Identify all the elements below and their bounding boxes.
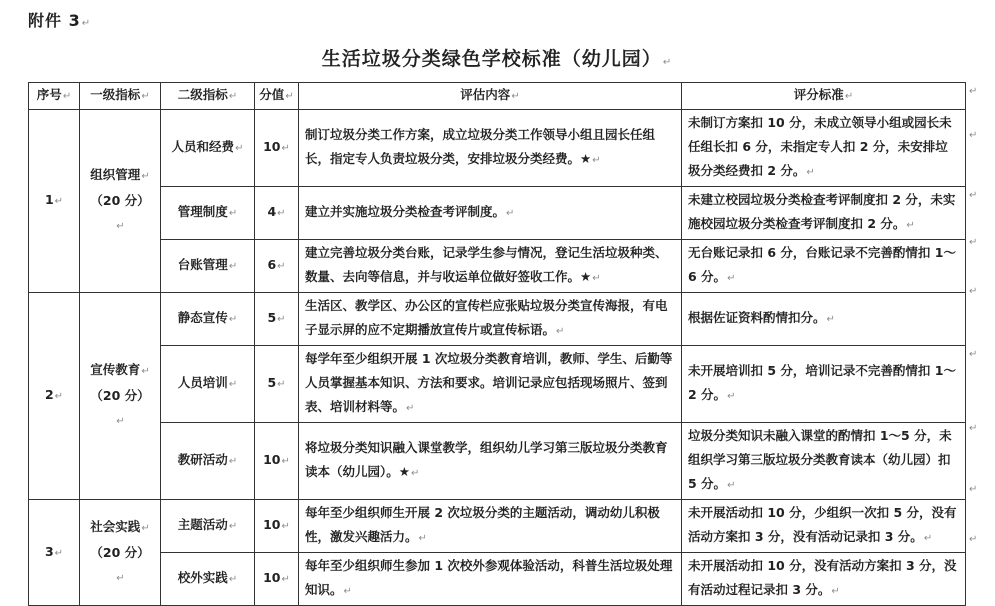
indicator-cell: 主题活动↵ <box>161 500 255 553</box>
indicator-cell: 管理制度↵ <box>161 187 255 240</box>
paragraph-mark: ↵ <box>228 261 238 272</box>
paragraph-mark: ↵ <box>281 521 290 532</box>
paragraph-mark: ↵ <box>62 91 72 102</box>
paragraph-mark: ↵ <box>141 91 150 102</box>
paragraph-mark: ↵ <box>228 208 238 219</box>
indicator-cell: 校外实践↵ <box>161 553 255 606</box>
criteria-cell: 未开展活动扣 10 分，没有活动方案扣 3 分，没有活动过程记录扣 3 分。↵ <box>682 553 966 606</box>
criteria-cell: 无台账记录扣 6 分，台账记录不完善酌情扣 1～6 分。↵ <box>682 240 966 293</box>
paragraph-mark: ↵ <box>826 314 835 325</box>
paragraph-mark: ↵ <box>277 208 286 219</box>
indicator-cell: 静态宣传↵ <box>161 293 255 346</box>
paragraph-mark: ↵ <box>410 468 420 479</box>
header-content: 评估内容↵ <box>299 83 682 110</box>
header-serial: 序号↵ <box>29 83 80 110</box>
content-cell: 生活区、教学区、办公区的宣传栏应张贴垃圾分类宣传海报，有电子显示屏的应不定期播放宣传片或宣传标语。↵ <box>299 293 682 346</box>
paragraph-mark: ↵ <box>592 155 601 166</box>
paragraph-mark: ↵ <box>54 196 64 207</box>
criteria-cell: 未开展培训扣 5 分，培训记录不完善酌情扣 1～2 分。↵ <box>682 346 966 423</box>
header-score: 分值↵ <box>255 83 299 110</box>
standards-table <box>28 82 966 606</box>
category-cell: 宣传教育↵ （20 分）↵ <box>80 293 161 500</box>
row-end-mark: ↵ <box>969 484 978 495</box>
paragraph-mark: ↵ <box>727 273 736 284</box>
paragraph-mark: ↵ <box>228 379 238 390</box>
paragraph-mark: ↵ <box>281 143 290 154</box>
paragraph-mark: ↵ <box>831 586 840 597</box>
score-cell: 10↵ <box>255 110 299 187</box>
paragraph-mark: ↵ <box>141 171 150 182</box>
row-end-mark: ↵ <box>969 130 978 141</box>
paragraph-mark: ↵ <box>81 18 92 29</box>
indicator-cell: 教研活动↵ <box>161 423 255 500</box>
paragraph-mark: ↵ <box>592 273 601 284</box>
row-end-mark: ↵ <box>969 86 978 97</box>
paragraph-mark: ↵ <box>844 91 854 102</box>
table-row <box>29 110 966 187</box>
score-cell: 10↵ <box>255 423 299 500</box>
paragraph-mark: ↵ <box>235 143 244 154</box>
paragraph-mark: ↵ <box>116 221 125 232</box>
score-cell: 6↵ <box>255 240 299 293</box>
criteria-cell: 未开展活动扣 10 分，少组织一次扣 5 分，没有活动方案扣 3 分，没有活动记录扣 3 分。↵ <box>682 500 966 553</box>
paragraph-mark: ↵ <box>406 403 415 414</box>
paragraph-mark: ↵ <box>806 167 815 178</box>
table-row <box>29 240 966 293</box>
page-title-text: 生活垃圾分类绿色学校标准（幼儿园） <box>321 48 662 70</box>
page-title <box>28 44 966 71</box>
criteria-cell: 未制订方案扣 10 分，未成立领导小组或园长未任组长扣 6 分，未指定专人扣 2 分，未安排垃圾分类经费扣 2 分。↵ <box>682 110 966 187</box>
indicator-cell: 人员和经费↵ <box>161 110 255 187</box>
paragraph-mark: ↵ <box>54 391 64 402</box>
content-cell: 每学年至少组织开展 1 次垃圾分类教育培训，教师、学生、后勤等人员掌握基本知识、方法和要求。培训记录应包括现场照片、签到表、培训材料等。↵ <box>299 346 682 423</box>
criteria-cell: 垃圾分类知识未融入课堂的酌情扣 1～5 分，未组织学习第三版垃圾分类教育读本（幼儿园）扣 5 分。↵ <box>682 423 966 500</box>
criteria-cell: 根据佐证资料酌情扣分。↵ <box>682 293 966 346</box>
content-cell: 制订垃圾分类工作方案，成立垃圾分类工作领导小组且园长任组长，指定专人负责垃圾分类，安排垃圾分类经费。★↵ <box>299 110 682 187</box>
content-cell: 每年至少组织师生开展 2 次垃圾分类的主题活动，调动幼儿积极性，激发兴趣活力。↵ <box>299 500 682 553</box>
paragraph-mark: ↵ <box>506 208 515 219</box>
paragraph-mark: ↵ <box>727 480 736 491</box>
paragraph-mark: ↵ <box>116 572 125 584</box>
paragraph-mark: ↵ <box>228 456 238 467</box>
criteria-cell: 未建立校园垃圾分类检查考评制度扣 2 分，未实施校园垃圾分类检查考评制度扣 2 分。↵ <box>682 187 966 240</box>
paragraph-mark: ↵ <box>277 314 286 325</box>
header-level1-indicator: 一级指标↵ <box>80 83 161 110</box>
paragraph-mark: ↵ <box>54 547 64 559</box>
table-row <box>29 423 966 500</box>
row-end-mark: ↵ <box>969 534 978 545</box>
paragraph-mark: ↵ <box>141 522 150 534</box>
indicator-cell: 台账管理↵ <box>161 240 255 293</box>
category-cell: 社会实践↵ （20 分）↵ <box>80 500 161 606</box>
content-cell: 每年至少组织师生参加 1 次校外参观体验活动，科普生活垃圾处理知识。↵ <box>299 553 682 606</box>
paragraph-mark: ↵ <box>418 533 427 544</box>
score-cell: 5↵ <box>255 346 299 423</box>
paragraph-mark: ↵ <box>141 366 150 377</box>
paragraph-mark: ↵ <box>511 91 520 102</box>
score-cell: 5↵ <box>255 293 299 346</box>
table-row <box>29 553 966 606</box>
paragraph-mark: ↵ <box>116 416 125 427</box>
content-cell: 将垃圾分类知识融入课堂教学，组织幼儿学习第三版垃圾分类教育读本（幼儿园）。★↵ <box>299 423 682 500</box>
row-end-mark: ↵ <box>969 423 978 434</box>
paragraph-mark: ↵ <box>277 379 286 390</box>
indicator-cell: 人员培训↵ <box>161 346 255 423</box>
table-header-row <box>29 83 966 110</box>
paragraph-mark: ↵ <box>923 533 933 544</box>
paragraph-mark: ↵ <box>228 91 238 102</box>
paragraph-mark: ↵ <box>277 261 286 272</box>
paragraph-mark: ↵ <box>906 220 915 231</box>
paragraph-mark: ↵ <box>662 57 673 68</box>
attachment-label <box>28 8 91 31</box>
row-end-mark: ↵ <box>969 286 978 297</box>
paragraph-mark: ↵ <box>556 326 565 337</box>
paragraph-mark: ↵ <box>281 574 290 585</box>
paragraph-mark: ↵ <box>285 91 294 102</box>
serial-cell: 1↵ <box>29 110 80 293</box>
content-cell: 建立完善垃圾分类台账，记录学生参与情况，登记生活垃圾种类、数量、去向等信息，并与收运单位做好签收工作。★↵ <box>299 240 682 293</box>
table-row <box>29 293 966 346</box>
paragraph-mark: ↵ <box>727 391 736 402</box>
content-cell: 建立并实施垃圾分类检查考评制度。↵ <box>299 187 682 240</box>
serial-cell: 3↵ <box>29 500 80 606</box>
score-cell: 4↵ <box>255 187 299 240</box>
table-row <box>29 500 966 553</box>
header-level2-indicator: 二级指标↵ <box>161 83 255 110</box>
table-row <box>29 346 966 423</box>
category-cell: 组织管理↵ （20 分）↵ <box>80 110 161 293</box>
score-cell: 10↵ <box>255 553 299 606</box>
row-end-mark: ↵ <box>969 237 978 248</box>
paragraph-mark: ↵ <box>228 314 238 325</box>
paragraph-mark: ↵ <box>228 521 238 532</box>
table-row <box>29 187 966 240</box>
row-end-mark: ↵ <box>969 349 978 360</box>
header-criteria: 评分标准↵ <box>682 83 966 110</box>
score-cell: 10↵ <box>255 500 299 553</box>
attachment-text: 附件 3 <box>28 11 81 30</box>
serial-cell: 2↵ <box>29 293 80 500</box>
paragraph-mark: ↵ <box>343 586 352 597</box>
row-end-mark: ↵ <box>969 190 978 201</box>
paragraph-mark: ↵ <box>228 574 238 585</box>
paragraph-mark: ↵ <box>281 456 290 467</box>
